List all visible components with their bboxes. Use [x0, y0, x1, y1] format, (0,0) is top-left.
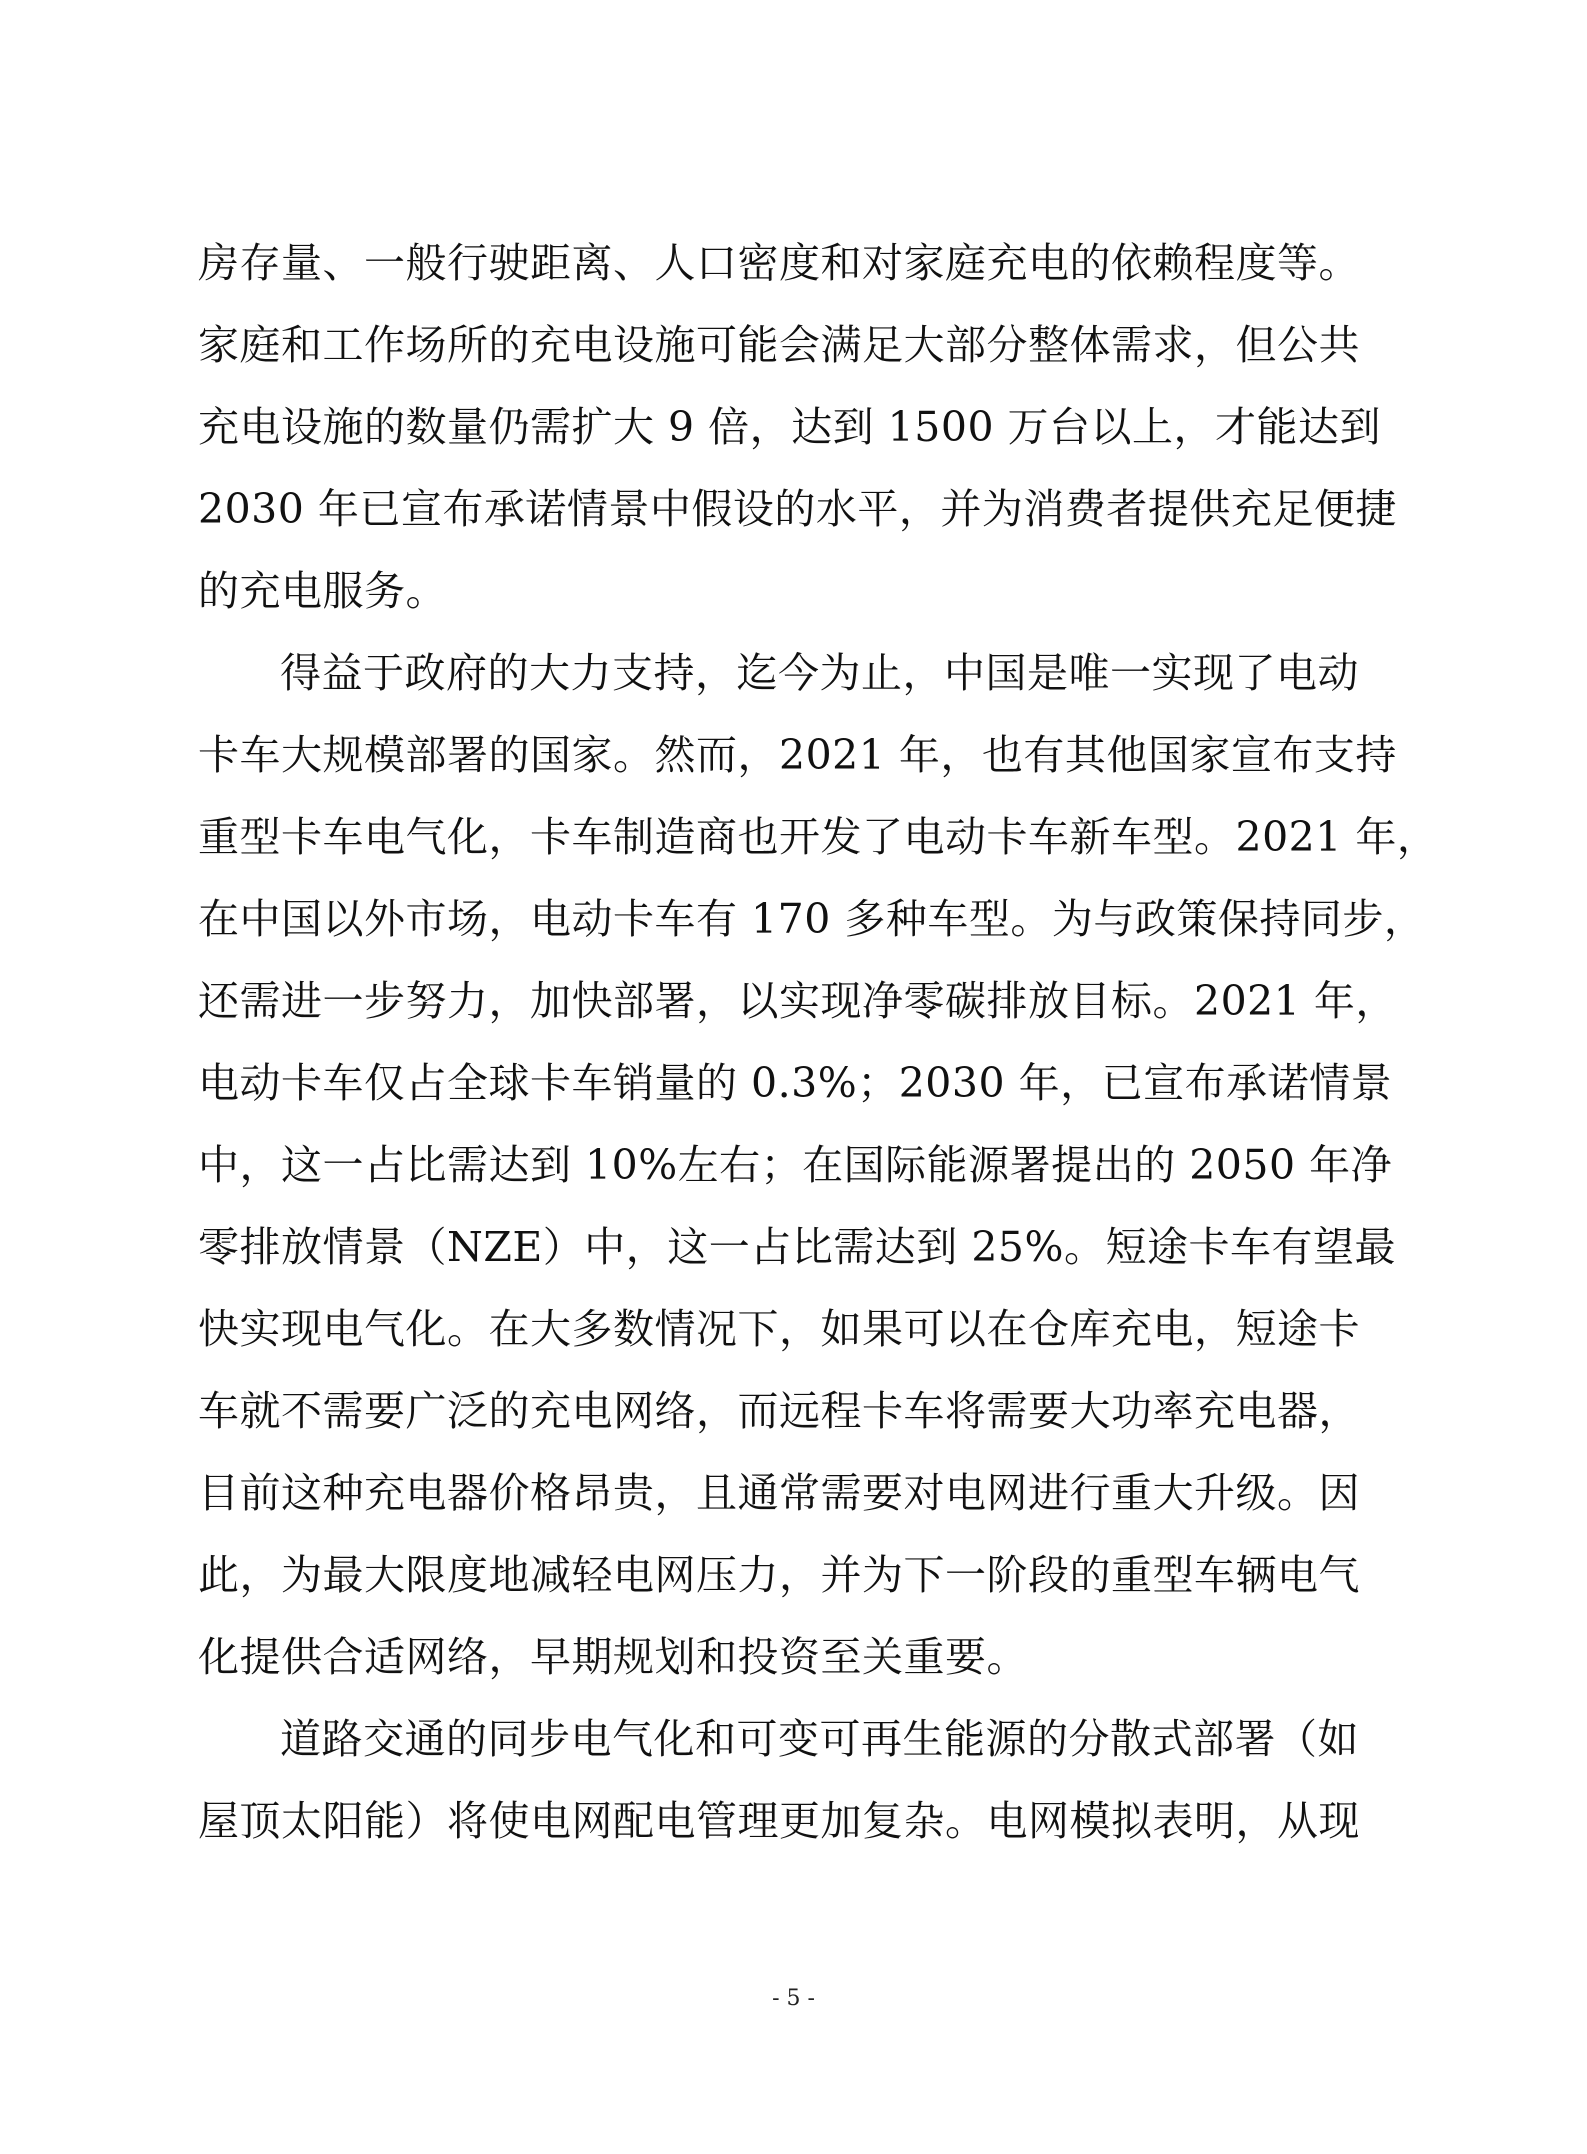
- text-line: 快实现电气化。在大多数情况下，如果可以在仓库充电，短途卡: [198, 1305, 1360, 1353]
- text-line: 化提供合适网络，早期规划和投资至关重要。: [198, 1633, 1028, 1681]
- paragraph-start-line: 得益于政府的大力支持，迄今为止，中国是唯一实现了电动: [280, 649, 1359, 697]
- text-line: 目前这种充电器价格昂贵，且通常需要对电网进行重大升级。因: [198, 1469, 1360, 1517]
- text-line: 重型卡车电气化，卡车制造商也开发了电动卡车新车型。2021 年，: [198, 813, 1439, 861]
- text-line: 车就不需要广泛的充电网络，而远程卡车将需要大功率充电器，: [198, 1387, 1360, 1435]
- paragraph-start-line: 道路交通的同步电气化和可变可再生能源的分散式部署（如: [280, 1715, 1359, 1763]
- text-line: 屋顶太阳能）将使电网配电管理更加复杂。电网模拟表明，从现: [198, 1797, 1360, 1845]
- text-line: 卡车大规模部署的国家。然而，2021 年，也有其他国家宣布支持: [198, 731, 1397, 779]
- text-line: 零排放情景（NZE）中，这一占比需达到 25%。短途卡车有望最: [198, 1223, 1396, 1271]
- text-line: 房存量、一般行驶距离、人口密度和对家庭充电的依赖程度等。: [198, 239, 1360, 287]
- page-number: - 5 -: [772, 1986, 815, 2011]
- text-line: 充电设施的数量仍需扩大 9 倍，达到 1500 万台以上，才能达到: [198, 403, 1382, 451]
- text-line: 在中国以外市场，电动卡车有 170 多种车型。为与政策保持同步，: [198, 895, 1426, 943]
- text-line: 电动卡车仅占全球卡车销量的 0.3%；2030 年，已宣布承诺情景: [198, 1059, 1393, 1107]
- text-line: 2030 年已宣布承诺情景中假设的水平，并为消费者提供充足便捷: [198, 485, 1397, 533]
- text-line: 此，为最大限度地减轻电网压力，并为下一阶段的重型车辆电气: [198, 1551, 1360, 1599]
- text-line: 的充电服务。: [198, 567, 447, 615]
- text-line: 还需进一步努力，加快部署，以实现净零碳排放目标。2021 年，: [198, 977, 1397, 1025]
- text-line: 家庭和工作场所的充电设施可能会满足大部分整体需求，但公共: [198, 321, 1360, 369]
- text-line: 中，这一占比需达到 10%左右；在国际能源署提出的 2050 年净: [198, 1141, 1393, 1189]
- body-text: [198, 222, 1439, 1862]
